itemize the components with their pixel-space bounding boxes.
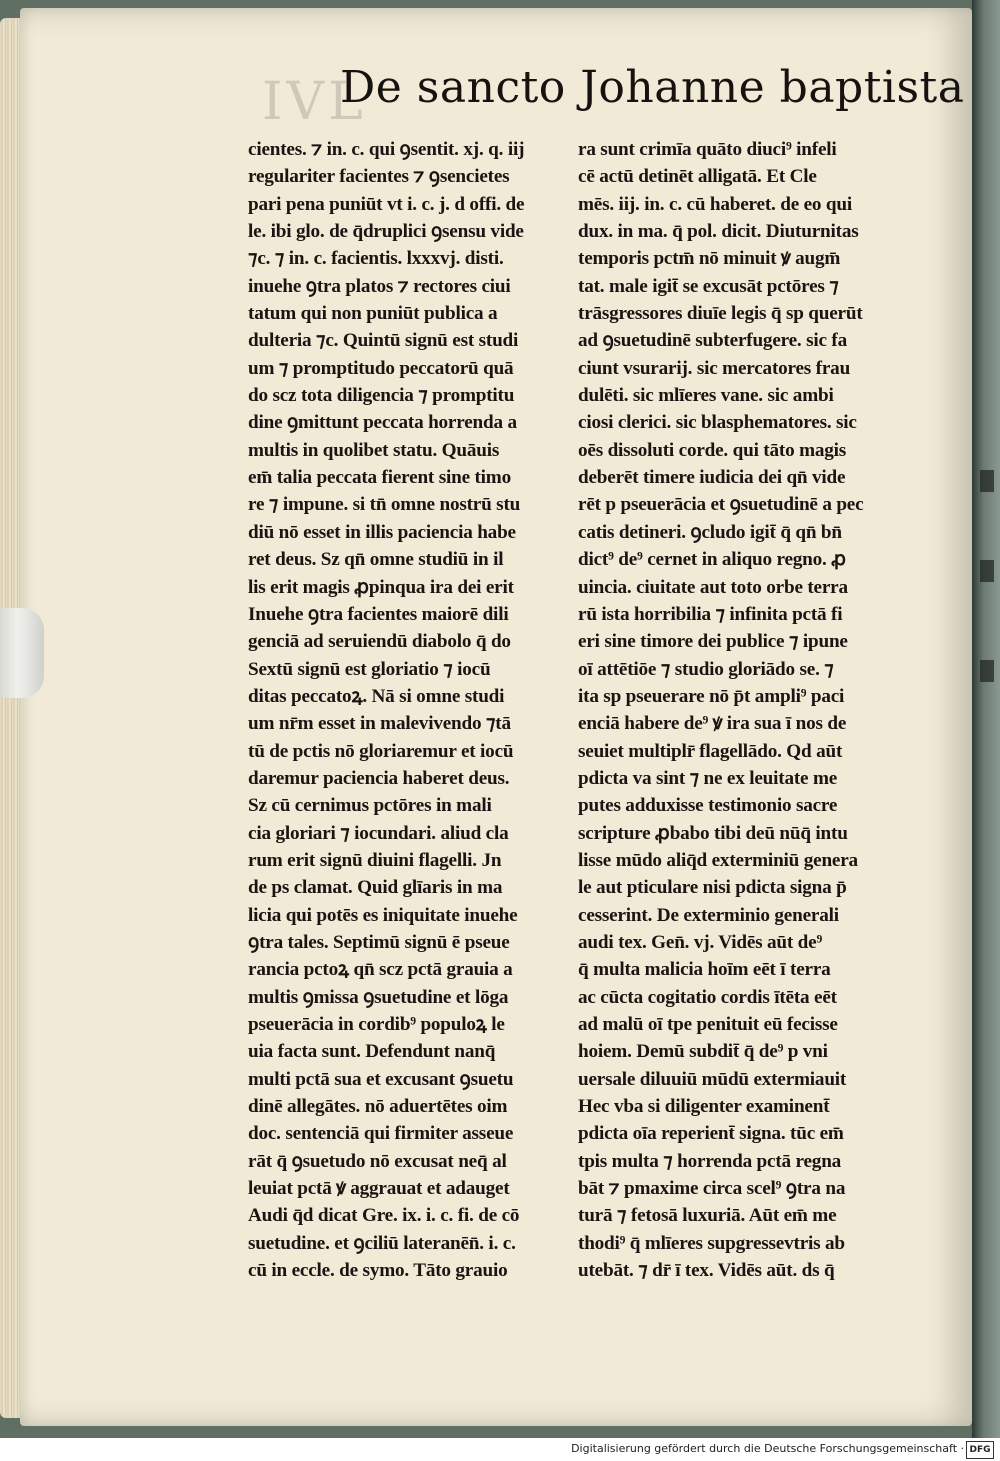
text-line: mēs. iij. in. c. cū haberet. de eo qui bbox=[578, 193, 852, 215]
ink-speck bbox=[980, 660, 994, 682]
text-line: oī attētiōe ⁊ studio gloriādo se. ⁊ bbox=[578, 658, 834, 680]
text-line: multis ꝯmissa ꝯsuetudine et lōga bbox=[248, 986, 509, 1008]
text-line: audi tex. Gen̄. vj. Vidēs aūt de⁹ bbox=[578, 931, 823, 953]
text-line: scripture ꝓbabo tibi deū nūq̄ intu bbox=[578, 822, 848, 844]
text-line: lis erit magis ꝓpinqua ira dei erit bbox=[248, 576, 514, 598]
text-line: rāt q̄ ꝯsuetudo nō excusat neq̄ al bbox=[248, 1150, 507, 1172]
text-line: uersale diluuiū mūdū extermiauit bbox=[578, 1068, 847, 1090]
text-line: turā ⁊ fetosā luxuriā. Aūt em̄ me bbox=[578, 1205, 837, 1227]
text-line: diū nō esset in illis paciencia habe bbox=[248, 521, 516, 543]
text-line: inuehe ꝯtra platos ⁊ rectores ciui bbox=[248, 275, 511, 297]
text-line: thodi⁹ q̄ mlīeres supgressevtris ab bbox=[578, 1232, 845, 1254]
text-line: dinē allegātes. nō aduertētes oim bbox=[248, 1096, 508, 1118]
text-line: seuiet multiplr̄ flagellādo. Qd aūt bbox=[578, 740, 843, 762]
text-line: tatum qui non puniūt publica a bbox=[248, 303, 498, 325]
footer bbox=[0, 1438, 1000, 1461]
text-line: pdicta va sint ⁊ ne ex leuitate me bbox=[578, 767, 838, 789]
ink-speck bbox=[980, 470, 994, 492]
text-line: uia facta sunt. Defendunt nanq̄ bbox=[248, 1041, 496, 1063]
text-line: cū in eccle. de symo. Tāto grauio bbox=[248, 1260, 508, 1282]
text-line: eri sine timore dei publice ⁊ ipune bbox=[578, 631, 848, 653]
text-column-right bbox=[578, 136, 874, 1284]
text-line: pseuerācia in cordib⁹ populoꝝ le bbox=[248, 1014, 505, 1035]
text-line: um ⁊ promptitudo peccatorū quā bbox=[248, 357, 514, 379]
faded-initial: IVL bbox=[262, 72, 367, 132]
text-line: suetudine. et ꝯciliū lateranēn̄. i. c. bbox=[248, 1232, 516, 1254]
text-line: multis in quolibet statu. Quāuis bbox=[248, 439, 500, 461]
text-line: q̄ multa malicia hoīm eēt ī terra bbox=[578, 959, 831, 981]
text-line: putes adduxisse testimonio sacre bbox=[578, 795, 838, 817]
text-line: Sz cū cernimus pctōres in mali bbox=[248, 795, 492, 817]
text-line: ciosi clerici. sic blasphematores. sic bbox=[578, 412, 857, 434]
text-line: ad malū oī tpe penituit eū fecisse bbox=[578, 1014, 838, 1035]
text-line: tū de pctis nō gloriaremur et iocū bbox=[248, 740, 514, 762]
text-line: temporis pctm̄ nō minuit ꝟ augm̄ bbox=[578, 248, 841, 270]
text-line: hoiem. Demū subdit̄ q̄ de⁹ p vni bbox=[578, 1041, 828, 1063]
text-line: rēt p pseuerācia et ꝯsuetudinē a pec bbox=[578, 494, 864, 516]
text-line: do scz tota diligencia ⁊ promptitu bbox=[248, 385, 515, 407]
text-line: tat. male igit̄ se excusāt pctōres ⁊ bbox=[578, 275, 839, 297]
text-line: cia gloriari ⁊ iocundari. aliud cla bbox=[248, 822, 509, 844]
text-line: pdicta oīa reperient̄ signa. tūc em̄ bbox=[578, 1123, 844, 1145]
text-line: ita sp pseuerare nō p̄t ampli⁹ paci bbox=[578, 685, 845, 707]
text-line: cesserint. De exterminio generali bbox=[578, 904, 839, 926]
text-line: ra sunt crimīa quāto diuci⁹ infeli bbox=[578, 139, 837, 160]
text-line: ꝯtra tales. Septimū signū ē pseue bbox=[248, 931, 510, 953]
text-line: Hec vba si diligenter examinent̄ bbox=[578, 1096, 830, 1118]
text-line: trāsgressores diuīe legis q̄ sp querūt bbox=[578, 303, 863, 325]
text-line: dict⁹ de⁹ cernet in aliquo regno. ꝓ bbox=[578, 549, 846, 571]
ink-speck bbox=[980, 560, 994, 582]
text-line: um nr̄m esset in malevivendo ⁊tā bbox=[248, 713, 511, 735]
text-line: uincia. ciuitate aut toto orbe terra bbox=[578, 576, 848, 598]
text-line: dulēti. sic mlīeres vane. sic ambi bbox=[578, 385, 834, 407]
footer-credit: Digitalisierung gefördert durch die Deutsche Forschungsgemeinschaft · bbox=[571, 1442, 964, 1455]
text-line: cē actū detinēt alligatā. Et Cle bbox=[578, 166, 817, 188]
text-line: dine ꝯmittunt peccata horrenda a bbox=[248, 412, 517, 434]
text-line: utebāt. ⁊ dr̄ ī tex. Vidēs aūt. ds q̄ bbox=[578, 1260, 835, 1282]
text-line: tpis multa ⁊ horrenda pctā regna bbox=[578, 1150, 842, 1172]
text-line: pari pena puniūt vt i. c. j. d offi. de bbox=[248, 193, 525, 215]
text-line: le. ibi glo. de q̄druplici ꝯsensu vide bbox=[248, 221, 524, 243]
text-line: cientes. ⁊ in. c. qui ꝯsentit. xj. q. iij bbox=[248, 139, 525, 160]
text-line: regulariter facientes ⁊ ꝯsencietes bbox=[248, 166, 510, 188]
text-line: ⁊c. ⁊ in. c. facientis. lxxxvj. disti. bbox=[248, 248, 504, 270]
text-line: oēs dissoluti corde. qui tāto magis bbox=[578, 439, 847, 461]
text-line: le aut pticulare nisi pdicta signa p̄ bbox=[578, 877, 847, 899]
text-line: rancia pctoꝝ qn̄ scz pctā grauia a bbox=[248, 959, 513, 981]
facing-page-edge bbox=[972, 0, 1000, 1438]
text-line: daremur paciencia haberet deus. bbox=[248, 767, 510, 789]
text-line: de ps clamat. Quid glīaris in ma bbox=[248, 877, 503, 899]
text-line: genciā ad seruiendū diabolo q̄ do bbox=[248, 631, 511, 653]
text-line: catis detineri. ꝯcludo igit̄ q̄ qn̄ bn̄ bbox=[578, 521, 842, 543]
text-line: lisse mūdo aliq̄d exterminiū genera bbox=[578, 849, 858, 871]
text-line: re ⁊ impune. si tn̄ omne nostrū stu bbox=[248, 494, 521, 516]
text-line: ditas peccatoꝝ. Nā si omne studi bbox=[248, 685, 505, 707]
text-line: rū ista horribilia ⁊ infinita pctā fi bbox=[578, 603, 843, 625]
text-line: dulteria ⁊c. Quintū signū est studi bbox=[248, 330, 519, 352]
text-column-left bbox=[248, 136, 568, 1284]
text-line: dux. in ma. q̄ pol. dicit. Diuturnitas bbox=[578, 221, 859, 243]
text-line: Audi q̄d dicat Gre. ix. i. c. fi. de cō bbox=[248, 1205, 520, 1227]
text-line: em̄ talia peccata fierent sine timo bbox=[248, 467, 511, 489]
text-line: leuiat pctā ꝟ aggrauat et adauget bbox=[248, 1178, 510, 1200]
text-line: bāt ⁊ pmaxime circa scel⁹ ꝯtra na bbox=[578, 1178, 846, 1200]
text-line: deberēt timere iudicia dei qn̄ vide bbox=[578, 467, 846, 489]
text-line: ret deus. Sz qn̄ omne studiū in il bbox=[248, 549, 504, 571]
dfg-logo: DFG bbox=[966, 1441, 994, 1459]
text-line: licia qui potēs es iniquitate inuehe bbox=[248, 904, 518, 926]
text-line: ciunt vsurarij. sic mercatores frau bbox=[578, 357, 851, 379]
text-line: Sextū signū est gloriatio ⁊ iocū bbox=[248, 658, 491, 680]
text-line: Inuehe ꝯtra facientes maiorē dili bbox=[248, 603, 509, 625]
text-line: enciā habere de⁹ ꝟ ira sua ī nos de bbox=[578, 713, 847, 735]
text-line: multi pctā sua et excusant ꝯsuetu bbox=[248, 1068, 514, 1090]
text-line: ad ꝯsuetudinē subterfugere. sic fa bbox=[578, 330, 848, 352]
page-clip bbox=[0, 608, 44, 698]
text-line: doc. sentenciā qui firmiter asseue bbox=[248, 1123, 514, 1145]
text-line: ac cūcta cogitatio cordis ītēta eēt bbox=[578, 986, 837, 1008]
page-title: De sancto Johanne baptista bbox=[340, 62, 965, 113]
text-line: rum erit signū diuini flagelli. Jn bbox=[248, 849, 502, 871]
